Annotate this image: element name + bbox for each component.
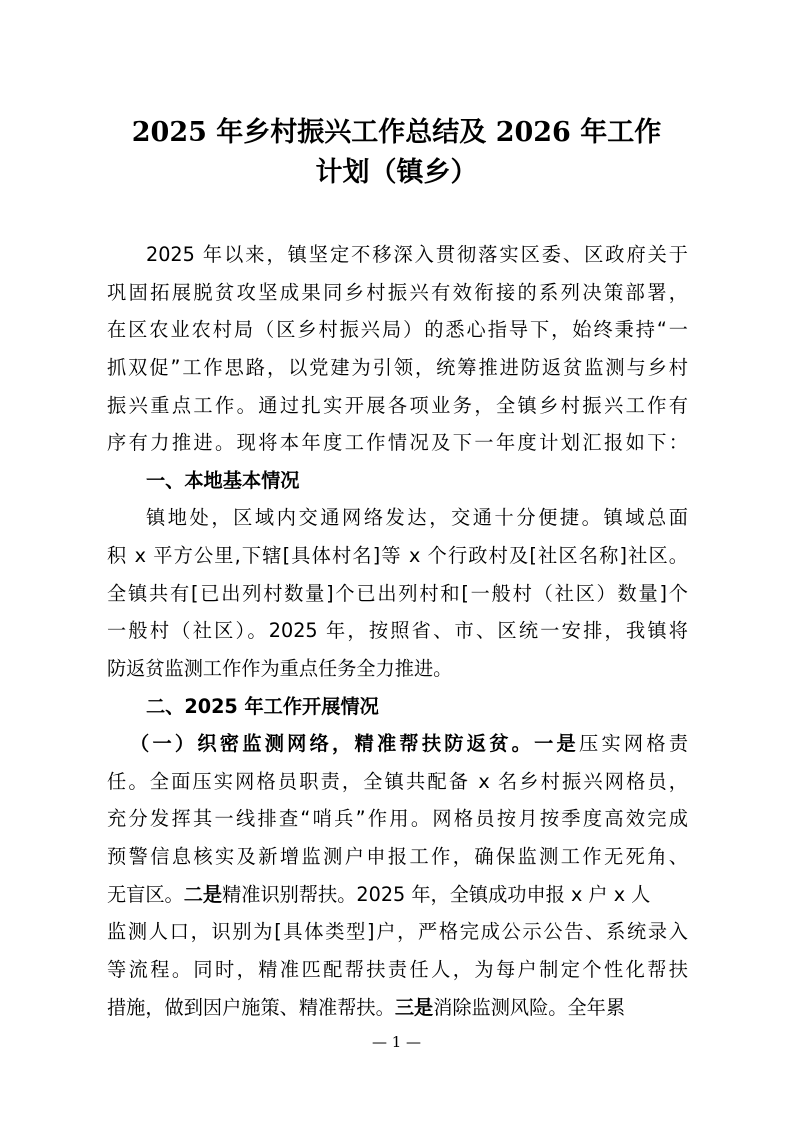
line-text: 消除监测风险。全年累	[433, 996, 626, 1019]
section2-line: 预警信息核实及新增监测户申报工作，确保监测工作无死角、	[107, 845, 688, 868]
point-two-label: 二是	[183, 883, 223, 906]
line-text: 措施，做到因户施策、精准帮扶。	[107, 996, 395, 1019]
section2-line	[107, 989, 688, 1027]
document-title-line-2: 计划（镇乡）	[315, 157, 478, 188]
point-one-label: 一是	[534, 732, 580, 755]
intro-line: 序有力推进。现将本年度工作情况及下一年度计划汇报如下：	[107, 431, 688, 454]
intro-line: 巩固拓展脱贫攻坚成果同乡村振兴有效衔接的系列决策部署，	[107, 281, 688, 304]
section2-line: 监测人口，识别为[具体类型]户，严格完成公示公告、系统录入	[107, 920, 688, 943]
document-title-line-1: 2025 年乡村振兴工作总结及 2026 年工作	[131, 117, 662, 148]
intro-line: 振兴重点工作。通过扎实开展各项业务，全镇乡村振兴工作有	[107, 394, 688, 417]
section1-line: 镇地处，区域内交通网络发达，交通十分便捷。镇域总面	[146, 506, 688, 529]
section-heading-1: 一、本地基本情况	[146, 469, 300, 492]
point-one-text: 压实网格责	[579, 732, 689, 755]
subsection-1-line	[130, 725, 688, 763]
section1-line: 防返贫监测工作作为重点任务全力推进。	[107, 657, 453, 680]
section2-line: 等流程。同时，精准匹配帮扶责任人，为每户制定个性化帮扶	[107, 958, 688, 981]
point-three-label: 三是	[394, 996, 434, 1019]
intro-line: 抓双促”工作思路，以党建为引领，统筹推进防返贫监测与乡村	[107, 356, 688, 379]
section2-line: 充分发挥其一线排查“哨兵”作用。网格员按月按季度高效完成	[107, 807, 688, 830]
section2-line	[107, 876, 688, 914]
section1-line: 全镇共有[已出列村数量]个已出列村和[一般村（社区）数量]个	[107, 582, 688, 605]
section-heading-2: 二、2025 年工作开展情况	[146, 695, 379, 718]
line-text: 无盲区。	[107, 883, 184, 906]
intro-line: 2025 年以来，镇坚定不移深入贯彻落实区委、区政府关于	[146, 243, 688, 266]
section1-line: 积 x 平方公里,下辖[具体村名]等 x 个行政村及[社区名称]社区。	[107, 544, 688, 567]
subsection-1-heading: （一）织密监测网络，精准帮扶防返贫。	[130, 732, 535, 755]
line-text: 精准识别帮扶。2025 年，全镇成功申报 x 户 x 人	[222, 883, 651, 906]
page-number: — 1 —	[371, 1033, 422, 1051]
section2-line: 任。全面压实网格员职责，全镇共配备 x 名乡村振兴网格员，	[107, 770, 688, 793]
section1-line: 一般村（社区）。2025 年，按照省、市、区统一安排，我镇将	[107, 619, 688, 642]
intro-line: 在区农业农村局（区乡村振兴局）的悉心指导下，始终秉持“一	[107, 318, 688, 341]
